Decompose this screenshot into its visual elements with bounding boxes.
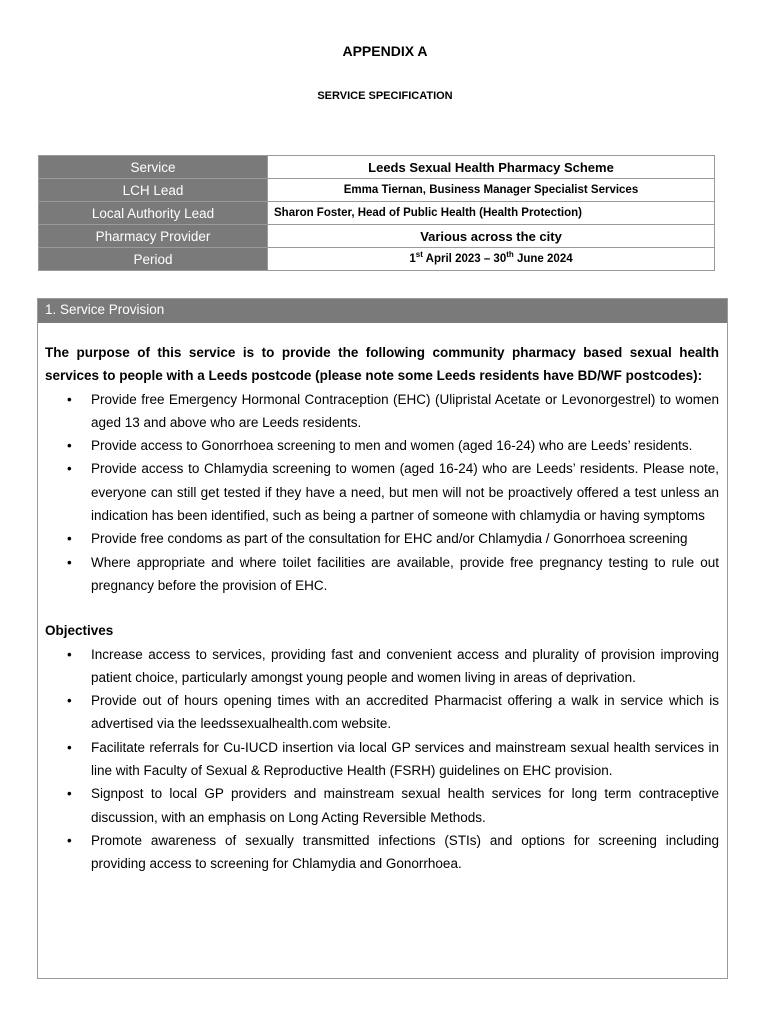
period-end: June 2024 — [513, 253, 573, 265]
pharmacy-provider-value: Various across the city — [268, 225, 715, 248]
lch-lead-value: Emma Tiernan, Business Manager Specialist Services — [268, 179, 715, 202]
list-item-text: Facilitate referrals for Cu-IUCD insertion via local GP services and mainstream sexual health services in line with Faculty of Sexual & Reproductive Health (FSRH) guidelines on EHC provision. — [91, 739, 719, 779]
list-item — [45, 643, 719, 690]
list-item-text: Promote awareness of sexually transmitted infections (STIs) and options for screening including providing access to screening for Chlamydia and Gonorrhoea. — [91, 832, 719, 872]
bullet-icon: • — [67, 832, 72, 848]
list-item-text: Provide access to Gonorrhoea screening to men and women (aged 16-24) who are Leeds’ residents. — [91, 438, 693, 454]
bullet-icon: • — [67, 461, 72, 477]
list-item-text: Provide access to Chlamydia screening to women (aged 16-24) who are Leeds’ residents. Please note, everyone can still get tested if they have a need, but men will not be proactively offered a test unless an indication has been identified, such as being a partner of someone with chlamydia or having symptoms — [91, 461, 719, 524]
table-row — [39, 179, 715, 202]
list-item — [45, 736, 719, 783]
bullet-icon: • — [67, 554, 72, 570]
document-subtitle: SERVICE SPECIFICATION — [317, 90, 453, 102]
service-value: Leeds Sexual Health Pharmacy Scheme — [268, 156, 715, 179]
period-end-suffix: th — [506, 250, 514, 260]
intro-paragraph: The purpose of this service is to provide the following community pharmacy based sexual health services to people with a Leeds postcode (please note some Leeds residents have BD/WF postcodes): — [45, 345, 719, 384]
section-header: 1. Service Provision — [38, 299, 727, 323]
list-item — [45, 457, 719, 527]
service-info-table — [38, 155, 715, 271]
bullet-icon: • — [67, 786, 72, 802]
period-middle: April 2023 – 30 — [422, 253, 507, 265]
list-item-text: Signpost to local GP providers and mainstream sexual health services for long term contraceptive discussion, with an emphasis on Long Acting Reversible Methods. — [91, 786, 719, 825]
table-row — [39, 248, 715, 271]
local-authority-lead-value: Sharon Foster, Head of Public Health (Health Protection) — [268, 202, 715, 225]
list-item — [45, 689, 719, 736]
list-item-text: Provide free condoms as part of the consultation for EHC and/or Chlamydia / Gonorrhoea screening — [91, 531, 688, 547]
pharmacy-provider-label: Pharmacy Provider — [39, 225, 268, 248]
bullet-icon: • — [67, 531, 72, 547]
period-start-suffix: st — [415, 250, 423, 260]
service-label: Service — [39, 156, 268, 179]
list-item-text: Provide out of hours opening times with an accredited Pharmacist offering a walk in service which is advertised via the leedssexualhealth.com website. — [91, 693, 719, 732]
list-item-text: Where appropriate and where toilet facilities are available, provide free pregnancy testing to rule out pregnancy before the provision of EHC. — [91, 554, 719, 593]
bullet-icon: • — [67, 391, 72, 407]
list-item — [45, 829, 719, 876]
period-label: Period — [39, 248, 268, 271]
objectives-list — [45, 643, 719, 876]
table-row — [39, 202, 715, 225]
bullet-icon: • — [67, 438, 72, 454]
period-start-day: 1 — [409, 253, 416, 265]
list-item — [45, 551, 719, 598]
objectives-title: Objectives — [45, 623, 114, 639]
section-content — [38, 323, 727, 876]
period-value — [268, 248, 715, 271]
provision-list — [45, 388, 719, 598]
table-row — [39, 156, 715, 179]
bullet-icon: • — [67, 693, 72, 709]
list-item-text: Provide free Emergency Hormonal Contraception (EHC) (Ulipristal Acetate or Levonorgestrel) to women aged 13 and above who are Leeds residents. — [91, 391, 719, 430]
list-item — [45, 527, 719, 550]
document-title: APPENDIX A — [342, 43, 428, 59]
table-row — [39, 225, 715, 248]
list-item-text: Increase access to services, providing fast and convenient access and plurality of provision improving patient choice, particularly amongst young people and women living in areas of deprivation. — [91, 646, 719, 685]
list-item — [45, 782, 719, 829]
bullet-icon: • — [67, 646, 72, 662]
list-item — [45, 388, 719, 435]
list-item — [45, 434, 719, 457]
service-provision-section — [37, 298, 728, 979]
local-authority-lead-label: Local Authority Lead — [39, 202, 268, 225]
lch-lead-label: LCH Lead — [39, 179, 268, 202]
bullet-icon: • — [67, 739, 72, 755]
